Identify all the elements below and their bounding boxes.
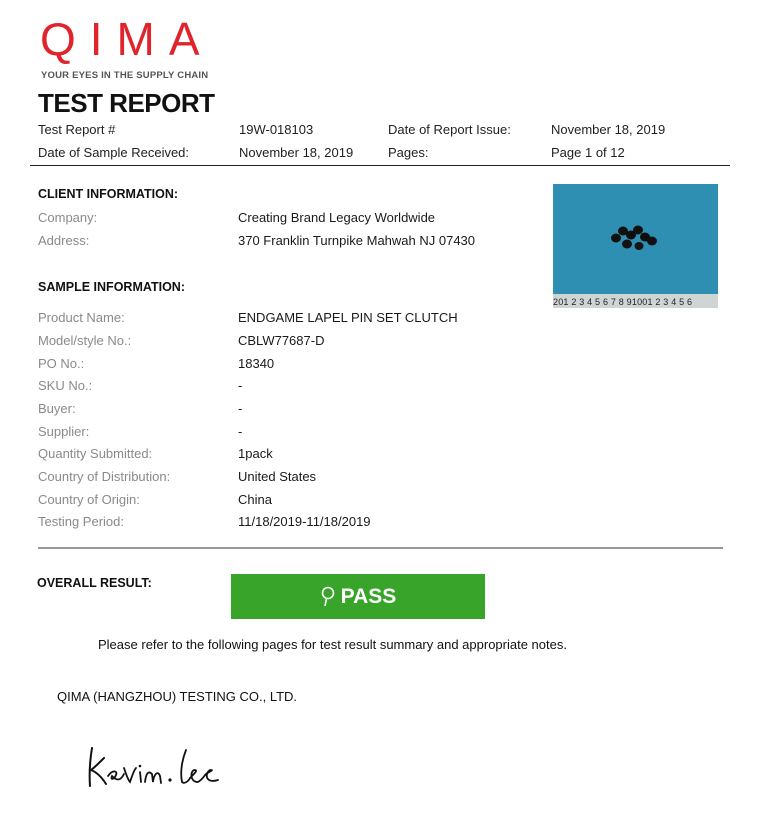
origin-country-label: Country of Origin:: [38, 492, 140, 507]
logo-tagline: YOUR EYES IN THE SUPPLY CHAIN: [41, 70, 209, 81]
quantity-value: 1pack: [238, 446, 273, 461]
quantity-label: Quantity Submitted:: [38, 446, 153, 461]
model-label: Model/style No.:: [38, 333, 132, 348]
signature-image: [86, 740, 226, 795]
report-number: 19W-018103: [239, 122, 314, 137]
sample-photo: [553, 184, 718, 308]
sku-label: SKU No.:: [38, 378, 93, 393]
received-date: November 18, 2019: [239, 145, 354, 160]
lapel-pins-image: [553, 184, 718, 308]
report-number-label: Test Report #: [38, 122, 116, 137]
address-value: 370 Franklin Turnpike Mahwah NJ 07430: [238, 233, 476, 248]
pages-label: Pages:: [388, 145, 429, 160]
testing-period-value: 11/18/2019-11/18/2019: [238, 514, 371, 529]
supplier-value: -: [238, 424, 243, 439]
client-info-heading: CLIENT INFORMATION:: [38, 187, 179, 201]
distribution-country-value: United States: [238, 469, 317, 484]
overall-result-label: OVERALL RESULT:: [37, 576, 152, 590]
received-date-label: Date of Sample Received:: [38, 145, 190, 160]
po-label: PO No.:: [38, 356, 85, 371]
pass-badge: [231, 574, 485, 619]
testing-period-label: Testing Period:: [38, 514, 124, 529]
buyer-value: -: [238, 401, 243, 416]
section-divider: [38, 547, 723, 549]
supplier-label: Supplier:: [38, 424, 90, 439]
address-label: Address:: [38, 233, 90, 248]
header-divider: [30, 165, 730, 166]
sample-info-heading: SAMPLE INFORMATION:: [38, 280, 185, 294]
company-label: Company:: [38, 210, 98, 225]
sku-value: -: [238, 378, 243, 393]
model-value: CBLW77687-D: [238, 333, 325, 348]
result-value: PASS: [340, 584, 397, 608]
company-value: Creating Brand Legacy Worldwide: [238, 210, 436, 225]
page-title: TEST REPORT: [38, 88, 215, 118]
po-value: 18340: [238, 356, 275, 371]
issue-date-label: Date of Report Issue:: [388, 122, 511, 137]
ruler-markings: 201 2 3 4 5 6 7 8 91001 2 3 4 5 6: [553, 297, 693, 307]
testing-company-name: QIMA (HANGZHOU) TESTING CO., LTD.: [57, 689, 298, 704]
measurement-ruler: [553, 294, 718, 308]
product-name-label: Product Name:: [38, 310, 125, 325]
qima-logo: QIMA: [40, 13, 214, 65]
product-name-value: ENDGAME LAPEL PIN SET CLUTCH: [238, 310, 458, 325]
pages-count: Page 1 of 12: [551, 145, 625, 160]
distribution-country-label: Country of Distribution:: [38, 469, 171, 484]
lightbulb-icon: [320, 586, 336, 608]
buyer-label: Buyer:: [38, 401, 76, 416]
result-note: Please refer to the following pages for test result summary and appropriate notes.: [98, 637, 567, 652]
issue-date: November 18, 2019: [551, 122, 666, 137]
origin-country-value: China: [238, 492, 272, 507]
